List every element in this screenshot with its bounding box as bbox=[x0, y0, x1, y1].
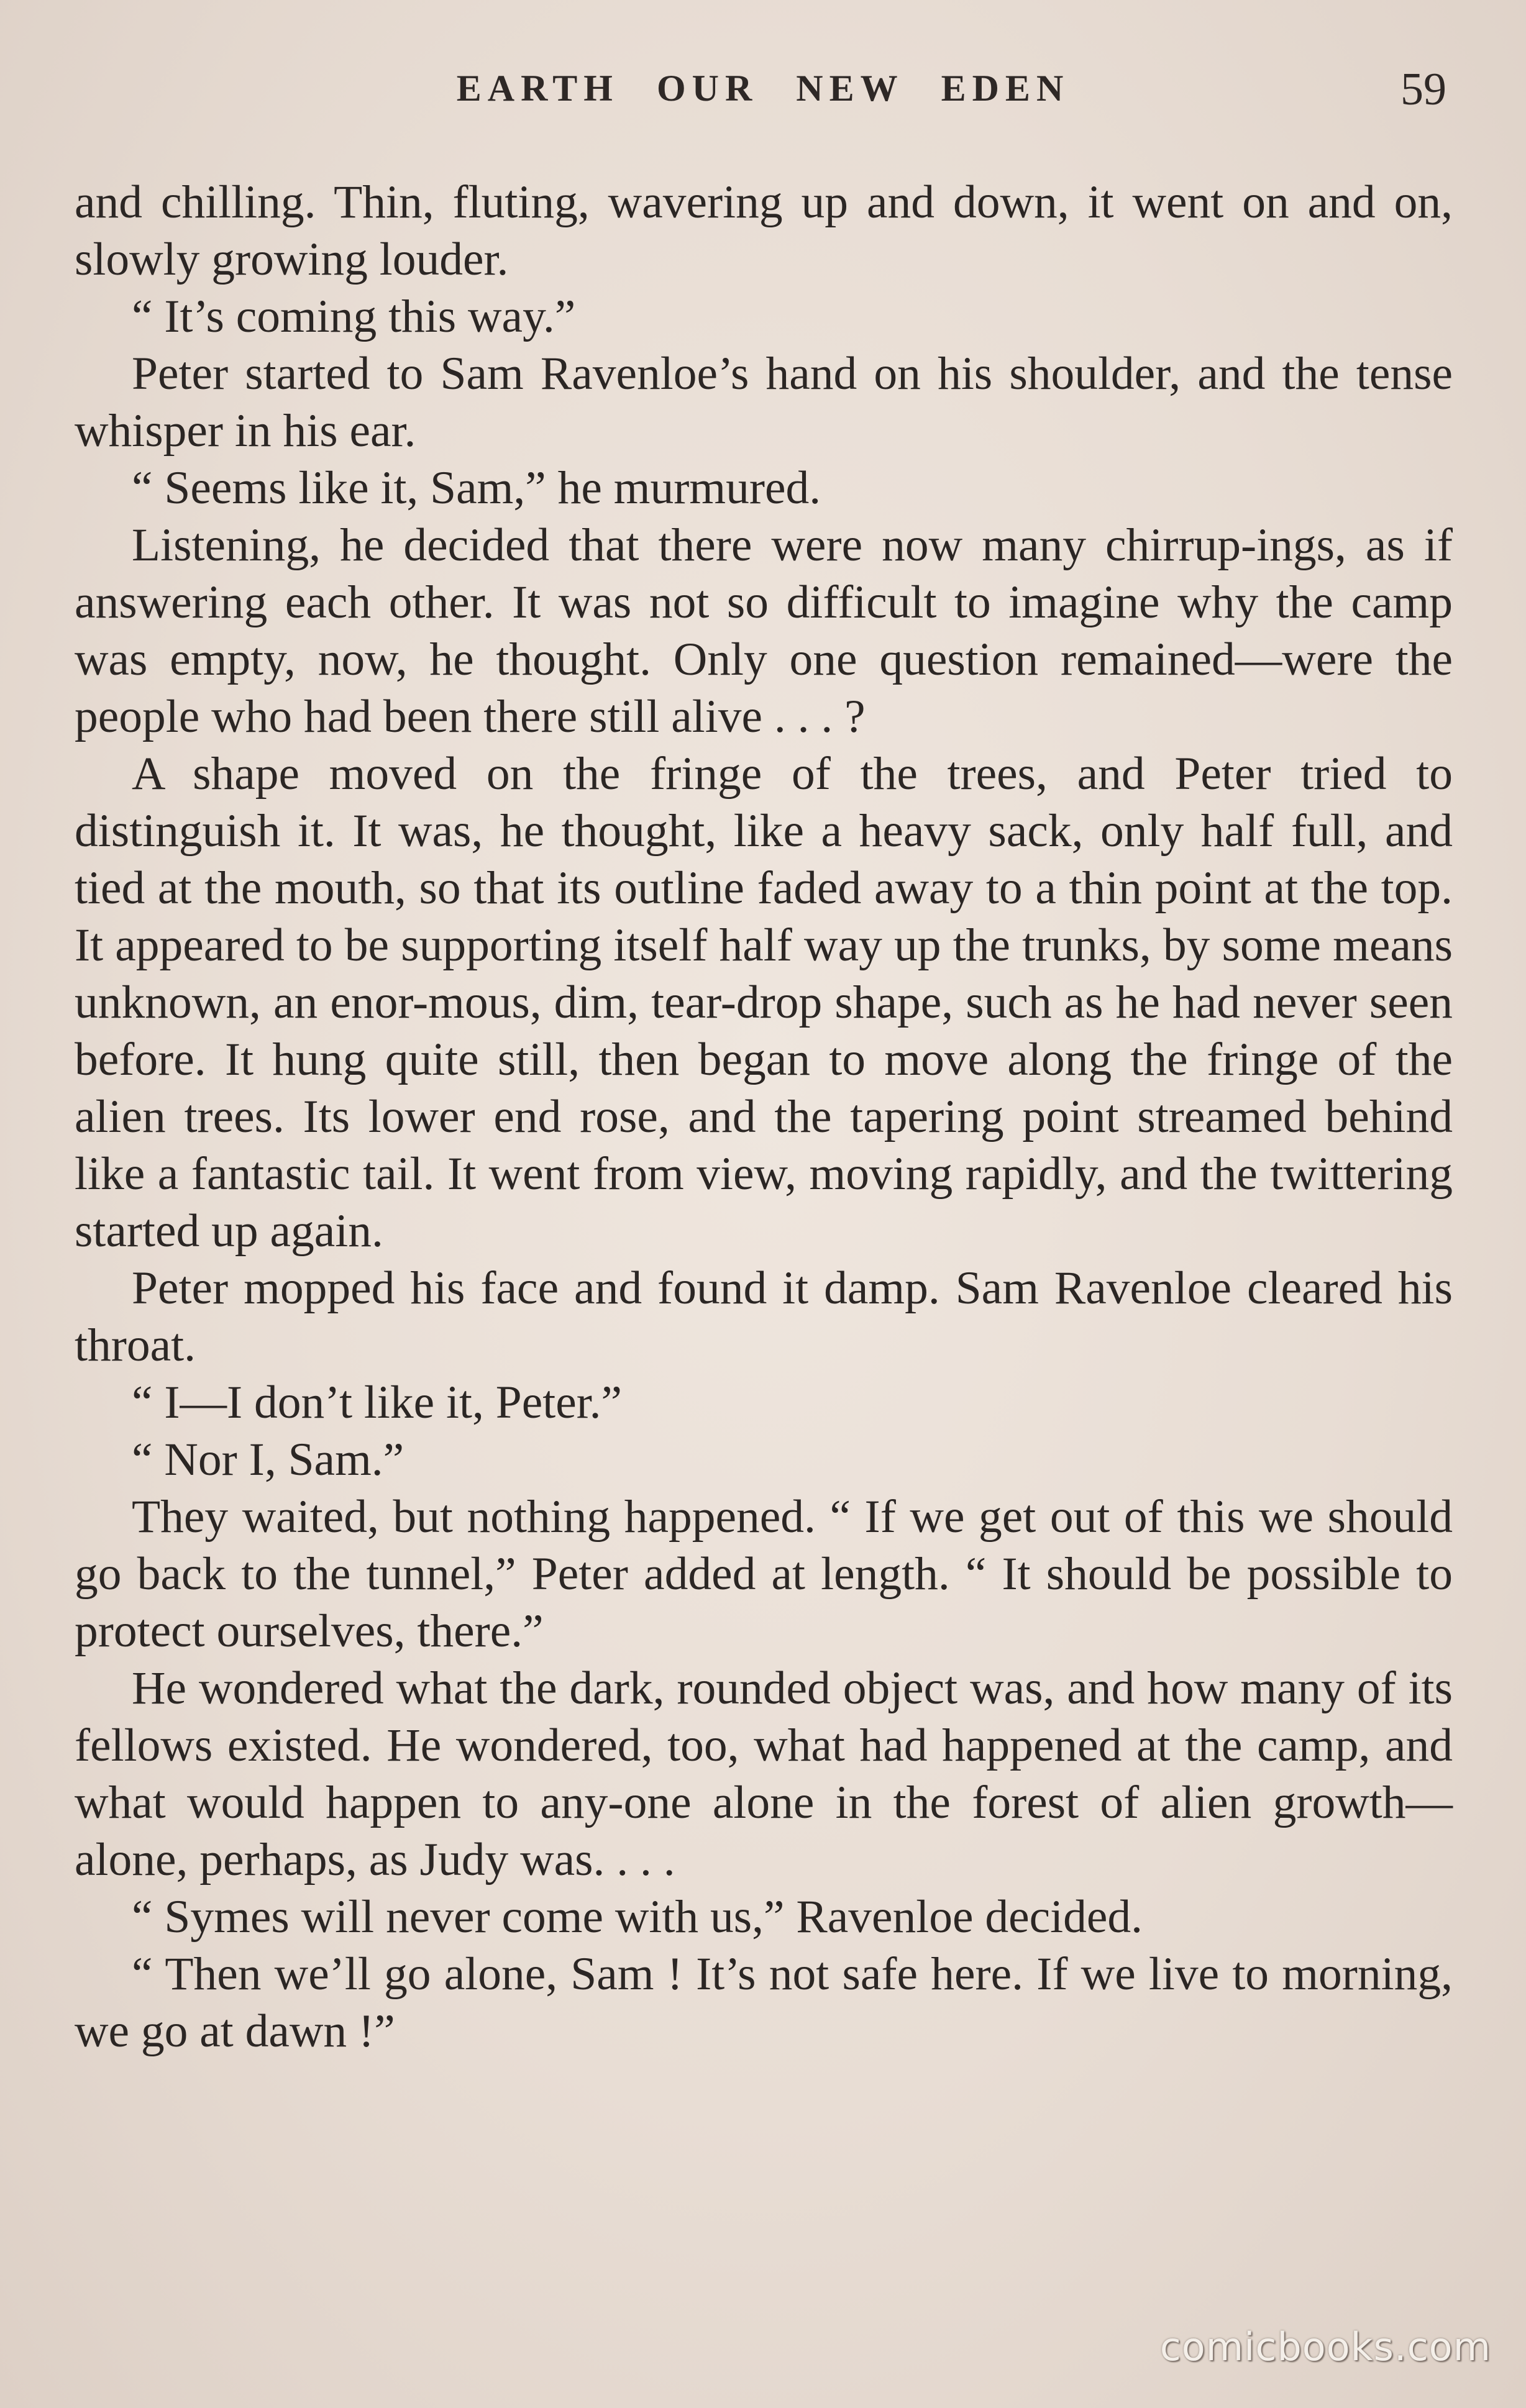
body-text bbox=[75, 174, 1453, 2060]
paragraph: “ Nor I, Sam.” bbox=[132, 1434, 404, 1485]
paragraph: and chilling. Thin, fluting, wavering up and down, it went on and on, slowly growing louder. bbox=[75, 176, 1453, 285]
running-header bbox=[0, 64, 1526, 117]
paragraph: “ Seems like it, Sam,” he murmured. bbox=[132, 462, 821, 514]
paragraph: A shape moved on the fringe of the trees, and Peter tried to distinguish it. It was, he thought, like a heavy sack, only half full, and tied at the mouth, so that its outline faded away to a thin point at the top. It appeared to be supporting itself half way up the trunks, by some means unknown, an enor-mous, dim, tear-drop shape, such as he had never seen before. It hung quite still, then began to move along the fringe of the alien trees. Its lower end rose, and the tapering point streamed behind like a fantastic tail. It went from view, moving rapidly, and the twittering started up again. bbox=[75, 748, 1453, 1257]
paragraph: Peter mopped his face and found it damp. Sam Ravenloe cleared his throat. bbox=[75, 1262, 1453, 1371]
running-title: EARTH OUR NEW EDEN bbox=[456, 68, 1070, 109]
paragraph: “ Symes will never come with us,” Ravenloe decided. bbox=[132, 1891, 1143, 1943]
paragraph: “ Then we’ll go alone, Sam ! It’s not safe here. If we live to morning, we go at dawn !” bbox=[75, 1948, 1453, 2057]
paragraph: Peter started to Sam Ravenloe’s hand on his shoulder, and the tense whisper in his ear. bbox=[75, 348, 1453, 457]
paragraph: Listening, he decided that there were now many chirrup-ings, as if answering each other. It was not so difficult to imagine why the camp was empty, now, he thought. Only one question remained—were the people who had been there still alive . . . ? bbox=[75, 519, 1453, 742]
paragraph: “ I—I don’t like it, Peter.” bbox=[132, 1377, 623, 1428]
paragraph: “ It’s coming this way.” bbox=[132, 291, 576, 342]
watermark: comicbooks.com bbox=[1159, 2324, 1491, 2369]
page-number: 59 bbox=[1400, 64, 1446, 115]
paragraph: He wondered what the dark, rounded object was, and how many of its fellows existed. He wondered, too, what had happened at the camp, and what would happen to any-one alone in the forest of alien growth—alone, perhaps, as Judy was. . . . bbox=[75, 1662, 1453, 1886]
paragraph: They waited, but nothing happened. “ If we get out of this we should go back to the tunnel,” Peter added at length. “ It should be possible to protect ourselves, there.” bbox=[75, 1491, 1453, 1657]
